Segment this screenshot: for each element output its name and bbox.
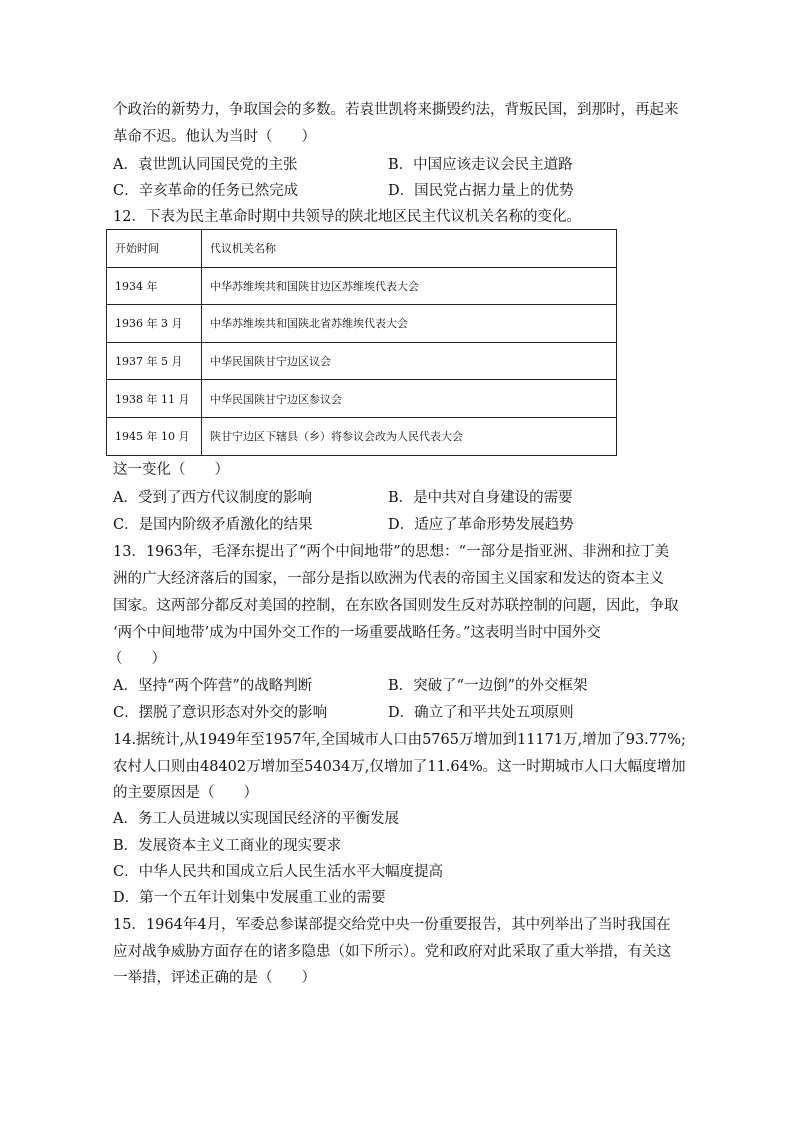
table-cell-time: 1945 年 10 月 bbox=[107, 417, 202, 455]
table-cell-time: 1936 年 3 月 bbox=[107, 305, 202, 343]
table-row bbox=[107, 380, 617, 418]
q12-question: 这一变化（ ） bbox=[113, 462, 229, 478]
table-row bbox=[107, 305, 617, 343]
q12-option-d[interactable]: D．适应了革命形势发展趋势 bbox=[388, 517, 574, 533]
table-header-row bbox=[107, 230, 617, 268]
table-cell-time: 1934 年 bbox=[107, 267, 202, 305]
q14-option-b[interactable]: B．发展资本主义工商业的现实要求 bbox=[113, 838, 342, 854]
q11-text-line-2: 革命不迟。他认为当时（ ） bbox=[113, 129, 316, 145]
q12-stem: 12．下表为民主革命时期中共领导的陕北地区民主代议机关名称的变化。 bbox=[113, 209, 581, 225]
q13-option-c[interactable]: C．摆脱了意识形态对外交的影响 bbox=[113, 705, 328, 721]
table-cell-name: 中华民国陕甘宁边区议会 bbox=[202, 342, 617, 380]
table-row bbox=[107, 417, 617, 455]
q14-option-a[interactable]: A．务工人员进城以实现国民经济的平衡发展 bbox=[113, 811, 399, 827]
table-cell-name: 中华苏维埃共和国陕甘边区苏维埃代表大会 bbox=[202, 267, 617, 305]
q13-text-line-4: ‘两个中间地带’成为中国外交工作的一场重要战略任务。”这表明当时中国外交 bbox=[113, 625, 601, 641]
q13-option-b[interactable]: B．突破了“一边倒”的外交框架 bbox=[388, 678, 588, 694]
table-row bbox=[107, 267, 617, 305]
table-cell-time: 1937 年 5 月 bbox=[107, 342, 202, 380]
q15-text-line-2: 应对战争威胁方面存在的诸多隐患（如下所示）。党和政府对此采取了重大举措，有关这 bbox=[113, 944, 672, 960]
q14-text-line-3: 的主要原因是（ ） bbox=[113, 785, 258, 801]
q13-option-d[interactable]: D．确立了和平共处五项原则 bbox=[388, 705, 574, 721]
q13-text-line-3: 国家。这两部分都反对美国的控制，在东欧各国则发生反对苏联控制的问题，因此，争取 bbox=[113, 598, 679, 614]
q12-option-b[interactable]: B．是中共对自身建设的需要 bbox=[388, 490, 573, 506]
q13-text-line-5: （ ） bbox=[108, 651, 166, 667]
table-header-start-time: 开始时间 bbox=[107, 230, 202, 268]
q15-text-line-3: 一举措，评述正确的是（ ） bbox=[113, 970, 316, 986]
q13-option-a[interactable]: A．坚持“两个阵营”的战略判断 bbox=[113, 678, 313, 694]
table-cell-name: 陕甘宁边区下辖县（乡）将参议会改为人民代表大会 bbox=[202, 417, 617, 455]
table-header-assembly-name: 代议机关名称 bbox=[202, 230, 617, 268]
q13-text-line-1: 13．1963年，毛泽东提出了“两个中间地带”的思想：“一部分是指亚洲、非洲和拉丁美 bbox=[113, 544, 670, 560]
assembly-name-table bbox=[106, 229, 617, 456]
q14-text-line-1: 14.据统计,从1949年至1957年,全国城市人口由5765万增加到11171万,增加了93.77%; bbox=[113, 732, 686, 748]
q15-text-line-1: 15．1964年4月，军委总参谋部提交给党中央一份重要报告，其中列举出了当时我国在 bbox=[113, 917, 671, 933]
q11-text-line-1: 个政治的新势力，争取国会的多数。若袁世凯将来撕毁约法，背叛民国，到那时，再起来 bbox=[113, 102, 679, 118]
q11-option-c[interactable]: C．辛亥革命的任务已然完成 bbox=[113, 183, 299, 199]
q14-option-d[interactable]: D．第一个五年计划集中发展重工业的需要 bbox=[113, 890, 386, 906]
q11-option-d[interactable]: D．国民党占据力量上的优势 bbox=[388, 183, 574, 199]
q14-option-c[interactable]: C．中华人民共和国成立后人民生活水平大幅度提高 bbox=[113, 864, 444, 880]
q13-text-line-2: 洲的广大经济落后的国家，一部分是指以欧洲为代表的帝国主义国家和发达的资本主义 bbox=[113, 571, 664, 587]
q12-option-a[interactable]: A．受到了西方代议制度的影响 bbox=[113, 490, 312, 506]
q11-option-a[interactable]: A．袁世凯认同国民党的主张 bbox=[113, 157, 298, 173]
q11-option-b[interactable]: B．中国应该走议会民主道路 bbox=[388, 157, 573, 173]
q14-text-line-2: 农村人口则由48402万增加至54034万,仅增加了11.64%。这一时期城市人口大幅度增加 bbox=[113, 759, 686, 775]
table-cell-name: 中华民国陕甘宁边区参议会 bbox=[202, 380, 617, 418]
q12-option-c[interactable]: C．是国内阶级矛盾激化的结果 bbox=[113, 517, 313, 533]
table-cell-name: 中华苏维埃共和国陕北省苏维埃代表大会 bbox=[202, 305, 617, 343]
table-row bbox=[107, 342, 617, 380]
table-cell-time: 1938 年 11 月 bbox=[107, 380, 202, 418]
